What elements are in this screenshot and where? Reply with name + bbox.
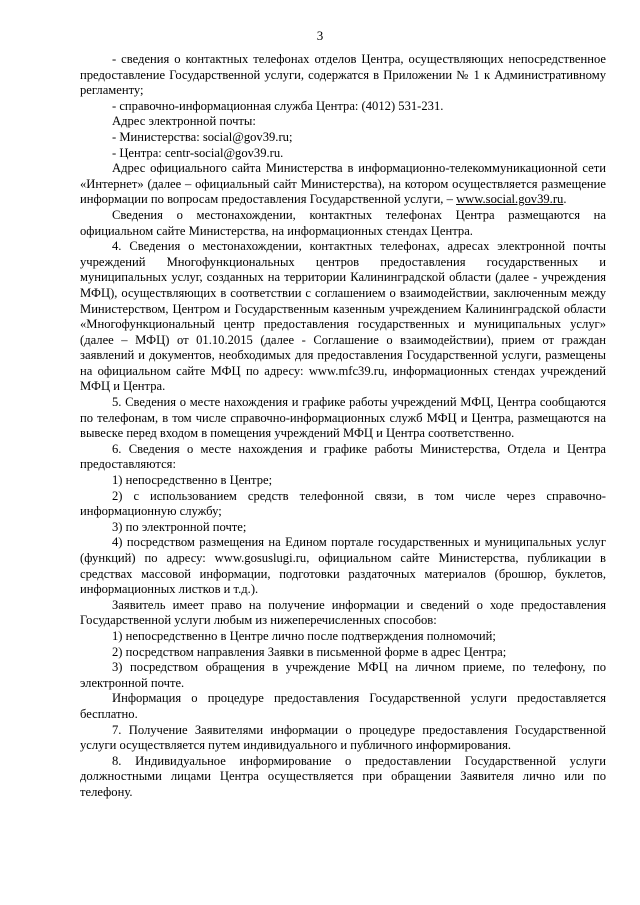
paragraph-center-info: Сведения о местонахождении, контактных телефонах Центра размещаются на официальном сайте Министерства, на информационных стендах Центра. <box>80 207 606 238</box>
list-item-6-4: 4) посредством размещения на Едином портале государственных и муниципальных услуг (функций) по адресу: www.gosuslugi.ru, официальном сайте Министерства, публикации в средствах массовой информации, подготовки раздаточных материалов (брошюр, буклетов, информационных листков и т.д.). <box>80 535 606 597</box>
list-item-rights-3: 3) посредством обращения в учреждение МФЦ на личном приеме, по телефону, по электронной почте. <box>80 660 606 690</box>
paragraph-6-schedule: 6. Сведения о месте нахождения и графике работы Министерства, Отдела и Центра предоставляются: <box>80 441 606 472</box>
paragraph-4-mfc: 4. Сведения о местонахождении, контактных телефонах, адресах электронной почты учреждений Многофункциональных центров предоставления государственных и муниципальных услуг, созданных на территории Калининградской области (далее - учреждения МФЦ), осуществляющих в соответствии с соглашением о взаимодействии, заключенным между Министерством, Центром и Государственным казенным учреждением Калининградской области «Многофункциональный центр предоставления государственных и муниципальных услуг» (далее – МФЦ) от 01.10.2015 (далее - Соглашение о взаимодействии), прием от граждан заявлений и документов, необходимых для предоставления Государственной услуги, размещены на официальном сайте МФЦ по адресу: www.mfc39.ru, информационных стендах учреждений МФЦ и Центра. <box>80 239 606 394</box>
official-site-text: Адрес официального сайта Министерства в информационно-телекоммуникационной сети «Интернет» (далее – официальный сайт Министерства), на котором осуществляется размещение информации по вопросам предоставления Государственной услуги, – <box>80 161 606 207</box>
paragraph-8-individual: 8. Индивидуальное информирование о предоставлении Государственной услуги должностными лицами Центра осуществляется при обращении Заявителя лично или по телефону. <box>80 753 606 799</box>
official-site-link[interactable]: www.social.gov39.ru <box>456 192 564 207</box>
list-item-rights-2: 2) посредством направления Заявки в письменной форме в адрес Центра; <box>112 644 507 659</box>
paragraph-5-mfc-schedule: 5. Сведения о месте нахождения и графике работы учреждений МФЦ, Центра сообщаются по телефонам, в том числе справочно-информационных служб МФЦ и Центра, размещаются на вывеске перед входом в помещения учреждений МФЦ и Центра соответственно. <box>80 395 606 441</box>
list-item-rights-1: 1) непосредственно в Центре лично после подтверждения полномочий; <box>112 628 496 643</box>
paragraph-email-center: - Центра: centr-social@gov39.ru. <box>112 145 284 160</box>
paragraph-email-heading: Адрес электронной почты: <box>112 114 256 129</box>
paragraph-phones-departments: - сведения о контактных телефонах отделов Центра, осуществляющих непосредственное предоставление Государственной услуги, содержатся в Приложении № 1 к Административному регламенту; <box>80 52 606 98</box>
page-number: 3 <box>316 28 324 43</box>
paragraph-free-info: Информация о процедуре предоставления Государственной услуги предоставляется бесплатно. <box>80 691 606 721</box>
paragraph-7-informing: 7. Получение Заявителями информации о процедуре предоставления Государственной услуги осуществляется путем индивидуального и публичного информирования. <box>80 722 606 753</box>
official-site-after: . <box>563 192 567 207</box>
document-body <box>80 52 606 801</box>
paragraph-help-service: - справочно-информационная служба Центра: (4012) 531-231. <box>112 98 444 113</box>
paragraph-applicant-rights: Заявитель имеет право на получение информации и сведений о ходе предоставления Государственной услуги любым из нижеперечисленных способов: <box>80 597 606 628</box>
list-item-6-2: 2) с использованием средств телефонной связи, в том числе через справочно-информационную службу; <box>80 488 606 519</box>
list-item-6-1: 1) непосредственно в Центре; <box>112 473 273 488</box>
paragraph-email-ministry: - Министерства: social@gov39.ru; <box>112 129 293 144</box>
list-item-6-3: 3) по электронной почте; <box>112 519 247 534</box>
paragraph-official-site <box>80 161 606 208</box>
